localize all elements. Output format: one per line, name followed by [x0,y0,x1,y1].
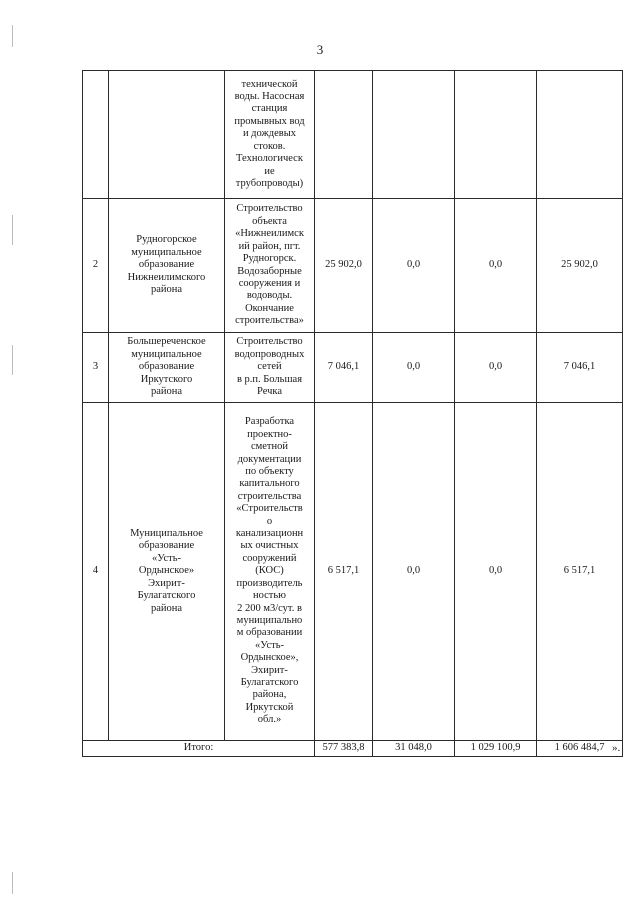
value-cell: 6 517,1 [315,403,373,741]
value-cell: 0,0 [373,333,455,403]
value-cell: 0,0 [455,403,537,741]
object-cell: Разработка проектно- сметной документации по объекту капитального строительства «Строительств о канализационн ых очистных сооружений (КОС) производитель ностью 2 200 м3/сут. в муниципально м образовании «Усть- Ордынское», Эхирит- Булагатского района, Иркутской обл.» [225,403,315,741]
row-number: 2 [83,199,109,333]
total-label: Итого: [83,741,315,757]
value-cell: 0,0 [373,403,455,741]
table-row [83,71,623,199]
object-cell: технической воды. Насосная станция промывных вод и дождевых стоков. Технологическ ие трубопроводы) [225,71,315,199]
scan-margin-mark [12,872,13,894]
object-cell: Строительство объекта «Нижнеилимск ий район, пгт. Рудногорск. Водозаборные сооружения и водоводы. Окончание строительства» [225,199,315,333]
scan-margin-mark [12,345,13,375]
table-row [83,333,623,403]
row-number: 3 [83,333,109,403]
municipality-cell: Рудногорское муниципальное образование Нижнеилимского района [109,199,225,333]
row-number [83,71,109,199]
value-cell: 7 046,1 [537,333,623,403]
municipality-cell: Муниципальное образование «Усть- Ордынское» Эхирит- Булагатского района [109,403,225,741]
table-row [83,199,623,333]
funding-table [82,70,623,757]
value-cell: 25 902,0 [315,199,373,333]
value-cell [537,71,623,199]
object-cell: Строительство водопроводных сетей в р.п. Большая Речка [225,333,315,403]
value-cell: 0,0 [455,333,537,403]
scan-margin-mark [12,25,13,47]
municipality-cell [109,71,225,199]
total-value: 31 048,0 [373,741,455,757]
total-value: 577 383,8 [315,741,373,757]
page-number: 3 [316,42,324,57]
row-number: 4 [83,403,109,741]
value-cell [455,71,537,199]
value-cell [315,71,373,199]
scan-margin-mark [12,215,13,245]
total-value: 1 029 100,9 [455,741,537,757]
closing-quote-mark: ». [612,742,621,754]
value-cell [373,71,455,199]
value-cell: 0,0 [455,199,537,333]
total-row [83,741,623,757]
value-cell: 6 517,1 [537,403,623,741]
total-value: 1 606 484,7 [537,741,623,757]
value-cell: 0,0 [373,199,455,333]
table-row [83,403,623,741]
value-cell: 25 902,0 [537,199,623,333]
municipality-cell: Большереченское муниципальное образование Иркутского района [109,333,225,403]
value-cell: 7 046,1 [315,333,373,403]
